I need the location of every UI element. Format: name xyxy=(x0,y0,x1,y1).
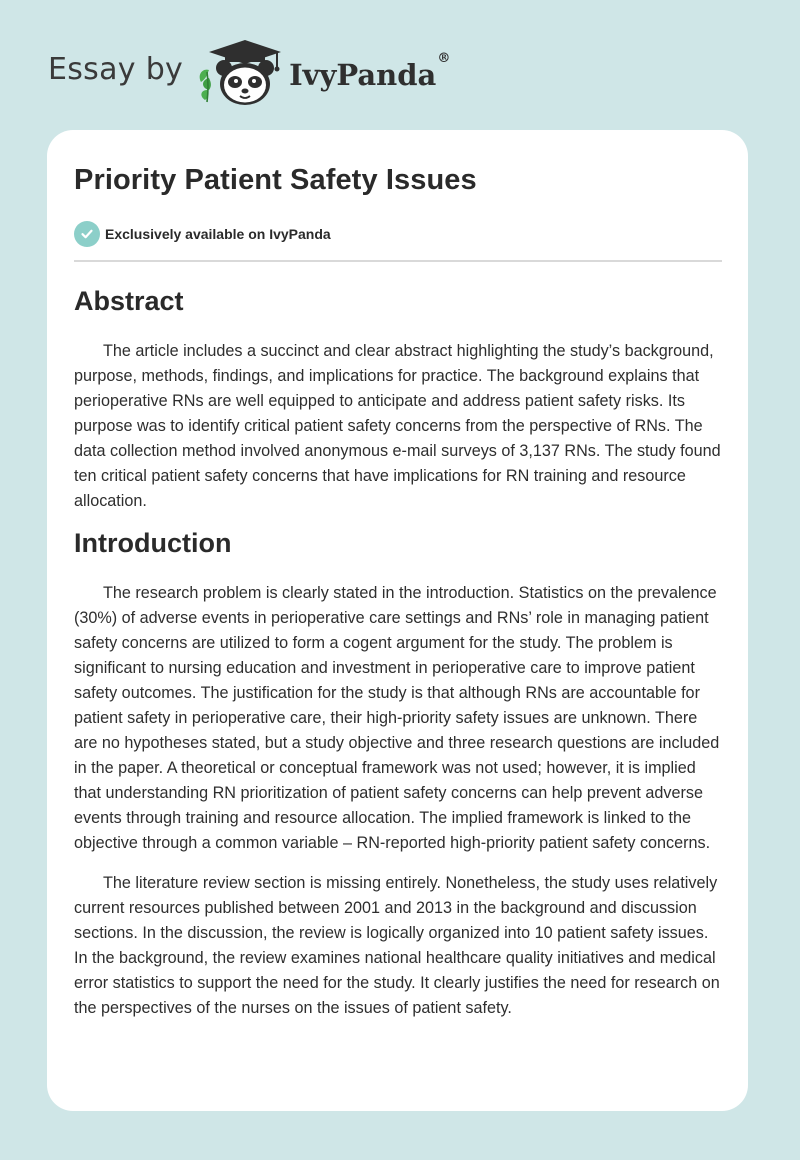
panda-logo-icon[interactable] xyxy=(195,38,287,108)
brand-name[interactable] xyxy=(289,51,451,92)
section-heading-abstract: Abstract xyxy=(74,286,184,316)
registered-mark: ® xyxy=(437,51,451,67)
essay-by-label: Essay by xyxy=(48,51,184,87)
badge-label: Exclusively available on IvyPanda xyxy=(105,226,331,242)
checkmark-icon xyxy=(74,221,100,247)
paragraph: The literature review section is missing entirely. Nonetheless, the study uses relatively current resources published between 2001 and 2013 in the background and discussion sections. In the discussion, the review is logically organized into 10 patient safety issues. In the background, the review examines national healthcare quality initiatives and medical error statistics to support the need for the study. It clearly justifies the need for research on the perspectives of the nurses on the issues of patient safety. xyxy=(74,874,720,1018)
essay-body xyxy=(74,280,724,1021)
essay-card xyxy=(47,130,748,1111)
page-title: Priority Patient Safety Issues xyxy=(74,164,477,196)
site-header xyxy=(48,38,450,108)
paragraph: The research problem is clearly stated in the introduction. Statistics on the prevalence (30%) of adverse events in perioperative care settings and RNs’ role in managing patient safety concerns are utilized to form a cogent argument for the study. The problem is significant to nursing education and investment in perioperative care to improve patient safety outcomes. The justification for the study is that although RNs are accountable for patient safety in perioperative care, their high-priority safety issues are unknown. There are no hypotheses stated, but a study objective and three research questions are included in the paper. A theoretical or conceptual framework was not used; however, it is implied that understanding RN prioritization of patient safety concerns can help prevent adverse events through training and resource allocation. The implied framework is linked to the objective through a common variable – RN-reported high-priority patient safety concerns. xyxy=(74,584,720,853)
brand-text: IvyPanda xyxy=(289,58,437,92)
ivy-leaf-icon xyxy=(200,70,211,102)
paragraph: The article includes a succinct and clear abstract highlighting the study’s background, purpose, methods, findings, and implications for practice. The background explains that perioperative RNs are well equipped to anticipate and address patient safety risks. Its purpose was to identify critical patient safety concerns from the perspective of RNs. The data collection method involved anonymous e-mail surveys of 3,137 RNs. The study found ten critical patient safety concerns that have implications for RN training and resource allocation. xyxy=(74,342,721,511)
divider xyxy=(74,260,722,262)
section-heading-introduction: Introduction xyxy=(74,528,232,559)
exclusive-badge xyxy=(74,221,331,247)
